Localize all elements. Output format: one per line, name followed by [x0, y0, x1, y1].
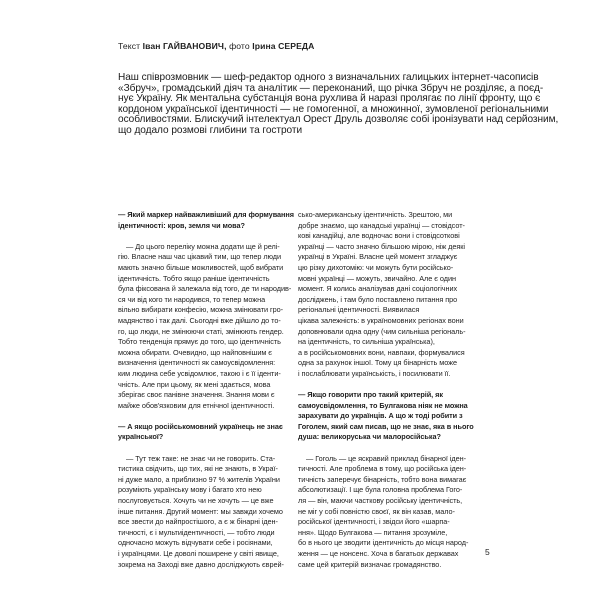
lead-line: що додало розмові глибини та гостроти [118, 124, 303, 136]
answer-line: сько-американську ідентичність. Зрештою, ми [298, 210, 453, 219]
credits-photo-label: фото [229, 41, 250, 51]
text-column-right [298, 210, 476, 570]
answer-line: гію. Власне наш час цікавий тим, що тепер люди [118, 252, 282, 262]
answer-line: зокрема на Заході вже давно досліджують єврей- [118, 559, 284, 569]
question-line: ідентичності: кров, земля чи мова? [118, 220, 245, 230]
answer-line: ідентичність. Тобто якщо раніше ідентичність [118, 273, 270, 283]
question-line: душа: великоруська чи малоросійська? [298, 432, 441, 442]
answer-line: ся чи від кого ти народився, то тепер можна [118, 294, 266, 304]
question-line: української? [118, 432, 164, 442]
answer-line: вільно вибирати конфесію, можна змінювати гро- [118, 305, 284, 315]
paragraph-gap [298, 443, 476, 454]
question-line: — Який маркер найважливіший для формування [118, 210, 294, 219]
article-credits [118, 41, 314, 51]
answer-line: не міг у собі повністю своєї, як він казав, мало- [298, 506, 455, 516]
answer-line: визначення ідентичності як самоусвідомлення: [118, 358, 276, 368]
answer-line: ження — це нонсенс. Хоча в багатьох державах [298, 549, 459, 558]
paragraph-gap [298, 380, 476, 391]
answer-line: послуговується. Хочуть чи не хочуть — це вже [118, 496, 274, 506]
answer-line: а в російськомовних вони, навпаки, формувалися [298, 347, 465, 357]
answer-line: ні дуже мало, а приблизно 97 % жителів України [118, 474, 280, 484]
question-line: — А якщо російськомовний українець не знає [118, 421, 283, 431]
answer-line: і українцями. Це доволі поширене у світі явище, [118, 549, 279, 558]
answer-line: момент. Я колись аналізував дані соціологічних [298, 284, 458, 294]
lead-line: Наш співрозмовник — шеф-редактор одного з визначальних галицьких інтернет-часописів [118, 72, 539, 83]
question-line: самоусвідомлення, то Булгакова ніяк не можна [298, 400, 468, 410]
answer-line: саме цей критерій визначає громадянство. [298, 559, 442, 569]
text-column-left [118, 210, 296, 570]
answer-line: доповнювали одна одну (чим сильніша регіональ- [298, 326, 466, 336]
question-line: Гоголем, який сам писав, що не знає, яка в нього [298, 421, 474, 431]
question-line: — Якщо говорити про такий критерій, як [298, 390, 443, 400]
answer-line: ля — він, маючи часткову російську ідентичність, [298, 496, 463, 506]
answer-line: го, що люди, не змінюючи статі, змінюють гендер. [118, 326, 284, 336]
answer-line: цікава залежність: в україномовних регіонах вони [298, 315, 464, 325]
answer-line: зберігає своє панівне значення. Знання мови є [118, 390, 275, 400]
article-lead [118, 70, 559, 136]
answer-line: була фіксована й залежала від того, де ти народив- [118, 284, 292, 294]
answer-line: російської ідентичності, і звідси його «шарпа- [298, 517, 450, 527]
page-number: 5 [485, 547, 490, 557]
paragraph-gap [118, 231, 296, 242]
answer-line: Тобто тенденція прямує до того, що ідентичність [118, 337, 281, 347]
answer-line: майже обов'язковим для етнічної ідентичності. [118, 400, 275, 410]
answer-line: — Гоголь — це яскравий приклад бінарної іден- [306, 453, 466, 463]
answer-line: тистика свідчить, що тих, які не знають, в Украї- [118, 464, 278, 474]
answer-line: розуміють українську мову і багато хто нею [118, 485, 262, 495]
answer-line: і послаблювати українськість, і посилювати її. [298, 368, 451, 378]
answer-line: мовні українці — можуть, звичайно. Але є один [298, 273, 456, 283]
answer-line: одночасно можуть відчувати себе і росіянами, [118, 538, 273, 548]
paragraph-gap [118, 411, 296, 422]
answer-line: тичності. Але проблема в тому, що російська іден- [298, 464, 467, 474]
answer-line: можна обирати. Очевидно, що найповнішим є [118, 347, 272, 357]
answer-line: абсолютизації. І ще була головна проблема Гого- [298, 485, 463, 495]
answer-line: ким людина себе усвідомлює, такою і є її іденти- [118, 368, 281, 378]
answer-line: мають значно більше можливостей, щоб вибрати [118, 262, 284, 272]
answer-line: українці в Україні. Власне цей момент згладжує [298, 252, 458, 262]
answer-line: ння». Щодо Булгакова — питання зрозуміле, [298, 527, 448, 537]
answer-line: тичності, є і мультиідентичності, — тобто люди [118, 527, 275, 537]
paragraph-gap [118, 443, 296, 454]
lead-line: кордоном української ідентичності — не гомогенної, а множинної, зумовленої регіональними [118, 103, 549, 115]
answer-line: досліджень, і там було поставлено питання про [298, 294, 458, 304]
answer-line: кові канадійці, але водночас вони і стовідсоткові [298, 231, 460, 241]
answer-line: цю різку дихотомію: чи можуть бути російсько- [298, 262, 454, 272]
credits-author: Іван ГАЙВАНОВИЧ, [142, 41, 227, 51]
answer-line: регіональні ідентичності. Виявилася [298, 305, 420, 315]
credits-photographer: Ірина СЕРЕДА [252, 41, 315, 51]
answer-line: добре знаємо, що канадські українці — стовідсот- [298, 220, 465, 230]
answer-line: чність. Але при цьому, як мені здається, мова [118, 379, 271, 389]
answer-line: українці — часто значно більшою мірою, ніж деякі [298, 241, 466, 251]
answer-line: інше питання. Другий момент: мы завжди хочемо [118, 506, 283, 516]
lead-line: особливостями. Блискучий інтелектуал Орест Друль дозволяє собі іронізувати над серйозним, [118, 114, 559, 126]
question-line: зарахувати до українців. А що ж тоді робити з [298, 411, 463, 421]
answer-line: на ідентичність, то сильніша українська), [298, 337, 435, 347]
answer-line: тичність заперечує бінарність, тобто вона вимагає [298, 474, 467, 484]
answer-line: одна за рахунок іншої. Тому ця бінарність може [298, 358, 457, 368]
answer-line: все звести до найпростішого, а є ж бінарні іден- [118, 517, 278, 527]
answer-line: бо в нього це зводити ідентичність до місця народ- [298, 538, 469, 548]
answer-line: — До цього переліку можна додати ще й релі- [126, 241, 280, 251]
lead-line: «Збруч», громадський діяч та аналітик — переконаний, що річка Збруч не розділяє, а поєд- [118, 82, 544, 94]
lead-line: нує Україну. Як ментальна субстанція вона рухлива й наразі пролягає по лінії фронту, що є [118, 93, 541, 105]
answer-line: — Тут теж таке: не знає чи не говорить. Ста- [126, 453, 276, 463]
credits-text-label: Текст [118, 41, 141, 51]
answer-line: мадянство і так далі. Сьогодні вже дійшло до то- [118, 315, 281, 325]
